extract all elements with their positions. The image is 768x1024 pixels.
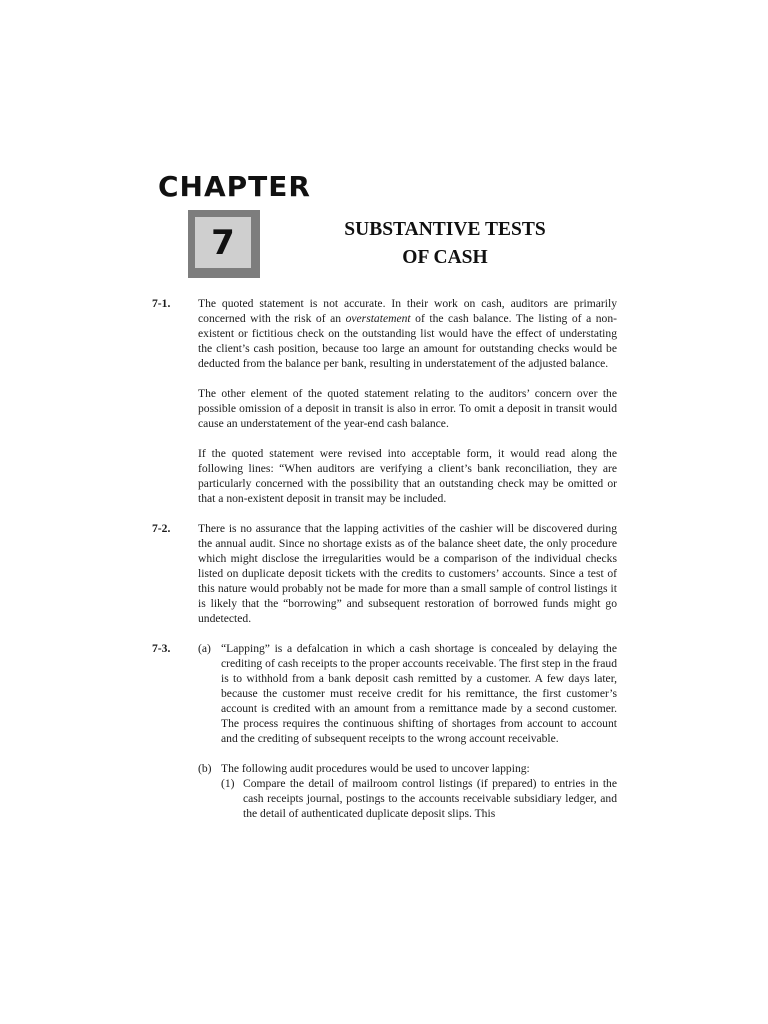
- paragraph: There is no assurance that the lapping activities of the cashier will be discovered during the annual audit. Since no shortage exists as of the balance sheet date, the only procedure which might disclose the irregularities would be a comparison of the individual checks listed on duplicate deposit tickets with the credits to customers’ accounts. Since a test of this nature would probably not be made for more than a small sample of control listings it is likely that the “borrowing” and subsequent restoration of borrowed funds might go undetected.: [198, 522, 617, 625]
- page-body: [152, 296, 617, 836]
- procedure-label: (1): [221, 777, 235, 790]
- chapter-title-line-1: SUBSTANTIVE TESTS: [344, 219, 546, 240]
- part-a: [198, 641, 617, 746]
- procedure-text: Compare the detail of mailroom control listings (if prepared) to entries in the cash receipts journal, postings to the accounts receivable subsidiary ledger, and the detail of authenticated duplicate deposit slips. This: [243, 777, 617, 820]
- chapter-number-box: [188, 210, 260, 278]
- procedure-item-1: [221, 776, 617, 821]
- part-b: [198, 761, 617, 821]
- chapter-number: 7: [211, 222, 235, 263]
- problem-number: 7-3.: [152, 642, 171, 655]
- problem-number: 7-2.: [152, 522, 171, 535]
- problem-7-3: [152, 641, 617, 821]
- chapter-title: [305, 216, 585, 272]
- chapter-title-line-2: OF CASH: [402, 247, 488, 268]
- problem-number: 7-1.: [152, 297, 171, 310]
- paragraph: The quoted statement is not accurate. In their work on cash, auditors are primarily concerned with the risk of an overstatement of the cash balance. The listing of a non-existent or fictitious check on the outstanding list would have the effect of understating the client’s cash position, because too large an amount for outstanding checks would be deducted from the balance per bank, resulting in understatement of the adjusted balance.: [198, 297, 617, 370]
- paragraph: If the quoted statement were revised into acceptable form, it would read along the following lines: “When auditors are verifying a client’s bank reconciliation, they are particularly concerned with the possibility that an outstanding check may be omitted or that a non-existent deposit in transit may be included.: [198, 447, 617, 505]
- part-text: “Lapping” is a defalcation in which a cash shortage is concealed by delaying the crediting of cash receipts to the proper accounts receivable. The first step in the fraud is to withhold from a bank deposit cash remitted by a customer. A few days later, because the customer must receive credit for his remittance, the first customer’s account is credited with an amount from a remittance made by a second customer. The process requires the continuous shifting of shortages from account to account and the crediting of subsequent receipts to the wrong account receivable.: [221, 642, 617, 745]
- part-label: (a): [198, 642, 211, 655]
- chapter-number-box-inner: [195, 217, 251, 268]
- part-text: The following audit procedures would be used to uncover lapping:: [221, 762, 530, 775]
- paragraph: The other element of the quoted statement relating to the auditors’ concern over the possible omission of a deposit in transit is also in error. To omit a deposit in transit would cause an understatement of the year-end cash balance.: [198, 387, 617, 430]
- problem-7-2: [152, 521, 617, 626]
- chapter-label: CHAPTER: [158, 170, 311, 203]
- problem-7-1: [152, 296, 617, 506]
- part-label: (b): [198, 762, 212, 775]
